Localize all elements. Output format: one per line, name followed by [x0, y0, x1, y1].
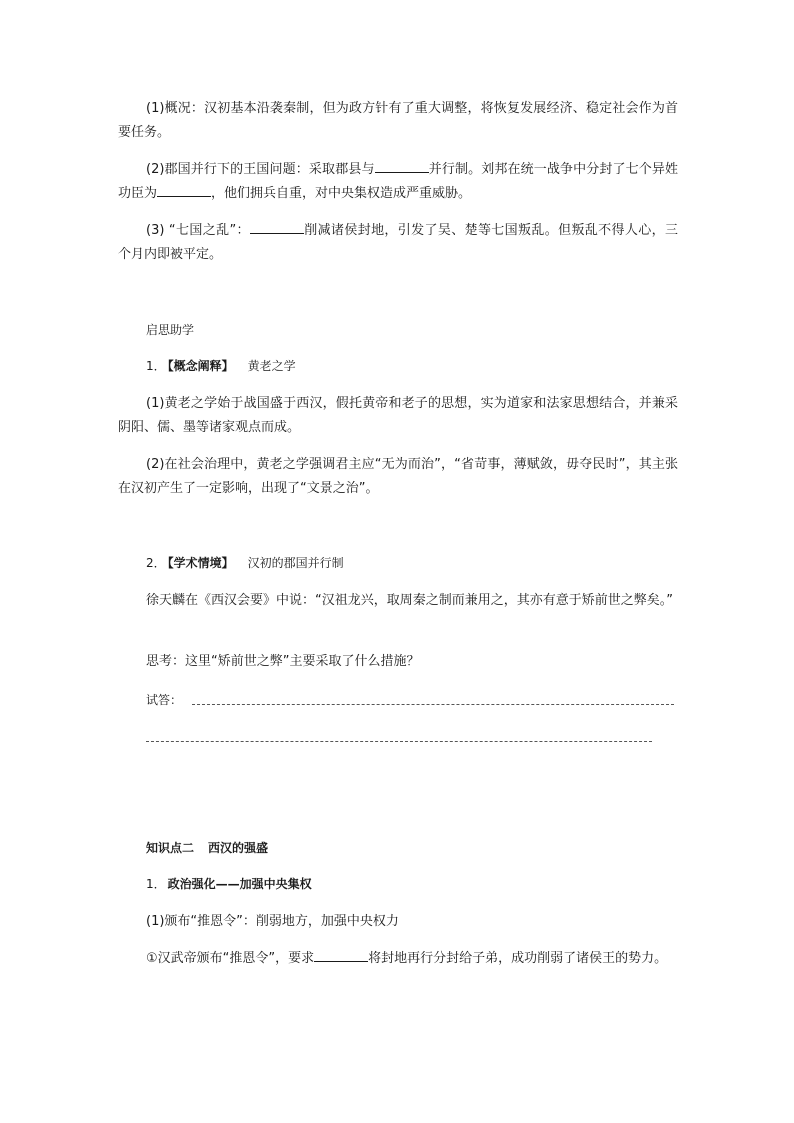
kp2-sub-title-b: 加强中央集权: [239, 877, 312, 891]
concept-tag: 【概念阐释】: [167, 359, 234, 373]
context-tag: 【学术情境】: [167, 556, 234, 570]
context-title: 汉初的郡国并行制: [247, 556, 344, 570]
concept-number: 1．: [146, 359, 166, 373]
context-question-text: 思考：这里“矫前世之弊”主要采取了什么措施？: [146, 654, 420, 669]
concept-heading: [146, 356, 296, 376]
qisi-heading: [146, 320, 194, 340]
kp2-sub-heading: [146, 874, 312, 894]
fill-blank-1[interactable]: [375, 158, 429, 173]
answer-line-1[interactable]: [192, 704, 674, 705]
concept-p2-text: (2)在社会治理中，黄老之学强调君主应“无为而治”，“省苛事，薄赋敛，毋夺民时”，其主张在汉初产生了一定影响，出现了“文景之治”。: [118, 457, 678, 496]
kingdom-text-a: (2)郡国并行下的王国问题：采取郡县与: [146, 162, 375, 177]
kp2-sub-title-a: 政治强化: [167, 877, 216, 891]
paragraph-kingdom-issue: [118, 158, 678, 206]
paragraph-seven-states: [118, 219, 678, 267]
kp2-heading-label: 知识点二: [146, 841, 195, 855]
kp2-paragraph-2: [118, 947, 678, 971]
answer-label-text: 试答：: [146, 693, 183, 707]
kp2-paragraph-1: [118, 910, 678, 934]
fill-blank-2[interactable]: [157, 182, 211, 197]
kp2-p2-text-b: 将封地再行分封给子弟，成功削弱了诸侯王的势力。: [368, 951, 668, 966]
context-question: [118, 650, 678, 674]
kingdom-text-b: 并行制。刘邦在统一战争中分封了七个异姓功臣为: [118, 162, 678, 201]
answer-label: [146, 690, 182, 710]
concept-title: 黄老之学: [247, 359, 296, 373]
kp2-sub-number: 1．: [146, 877, 166, 891]
overview-text: (1)概况：汉初基本沿袭秦制，但为政方针有了重大调整，将恢复发展经济、稳定社会作为首要任务。: [118, 101, 678, 140]
context-quote: [118, 589, 678, 613]
concept-p1-text: (1)黄老之学始于战国盛于西汉，假托黄帝和老子的思想，实为道家和法家思想结合，并兼采阴阳、儒、墨等诸家观点而成。: [118, 396, 678, 435]
paragraph-overview: [118, 97, 678, 145]
kp2-heading: [146, 838, 268, 858]
context-quote-text: 徐天麟在《西汉会要》中说：“汉祖龙兴，取周秦之制而兼用之，其亦有意于矫前世之弊矣。”: [146, 593, 673, 608]
kingdom-text-c: ，他们拥兵自重，对中央集权造成严重威胁。: [211, 186, 472, 201]
concept-paragraph-2: [118, 453, 678, 501]
kp2-p1-text: (1)颁布“推恩令”：削弱地方，加强中央权力: [146, 914, 399, 929]
context-heading: [146, 553, 344, 573]
seven-states-text-b: 削减诸侯封地，引发了吴、楚等七国叛乱。但叛乱不得人心，三个月内即被平定。: [118, 223, 678, 262]
context-number: 2．: [146, 556, 166, 570]
fill-blank-3[interactable]: [250, 219, 304, 234]
kp2-heading-title: 西汉的强盛: [208, 841, 269, 855]
qisi-heading-text: 启思助学: [146, 323, 195, 337]
concept-paragraph-1: [118, 392, 678, 440]
kp2-sub-dash: ——: [215, 877, 240, 891]
kp2-p2-text-a: ①汉武帝颁布“推恩令”，要求: [146, 951, 315, 966]
fill-blank-4[interactable]: [314, 947, 368, 962]
answer-line-2[interactable]: [146, 741, 652, 742]
seven-states-text-a: (3) “七国之乱”：: [146, 223, 250, 238]
